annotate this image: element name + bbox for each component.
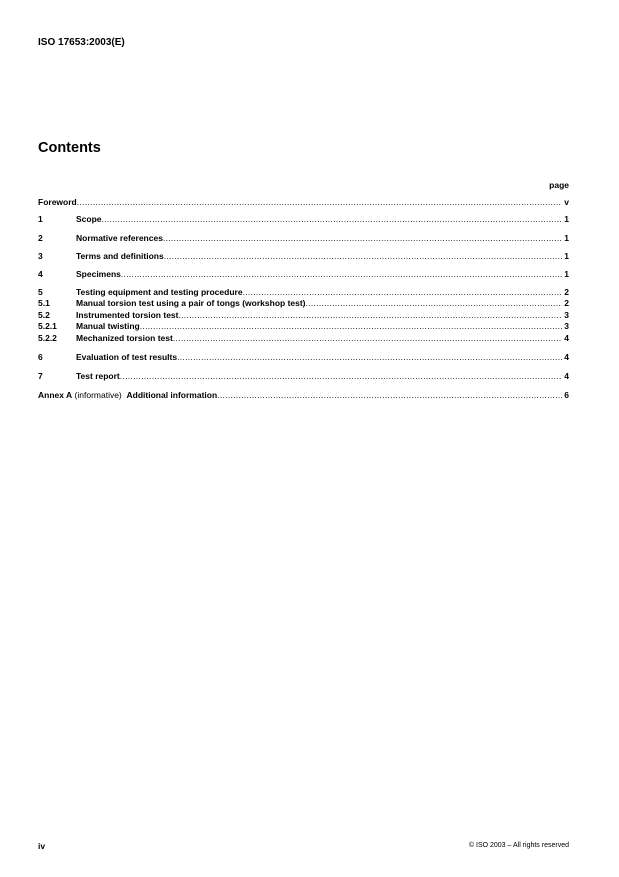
- toc-entry-number: 5: [38, 287, 43, 297]
- dot-leader: [217, 390, 562, 401]
- toc-entry-number: 7: [38, 371, 43, 381]
- toc-entry-label: Terms and definitions: [76, 251, 164, 261]
- page-title: Contents: [38, 140, 101, 156]
- toc-entry-5-2-1[interactable]: [38, 321, 569, 332]
- toc-entry-page: 1: [564, 269, 569, 279]
- toc-entry-page: 2: [564, 287, 569, 297]
- toc-entry-page: 4: [564, 333, 569, 343]
- dot-leader: [164, 251, 563, 262]
- toc-entry-number: 4: [38, 269, 43, 279]
- toc-entry-label: Mechanized torsion test: [76, 333, 173, 343]
- toc-entry-5-2[interactable]: [38, 310, 569, 321]
- dot-leader: [173, 333, 562, 344]
- toc-entry-label: Manual torsion test using a pair of tongs (workshop test): [76, 298, 306, 308]
- toc-entry-5-2-2[interactable]: [38, 333, 569, 344]
- toc-entry-foreword[interactable]: [38, 197, 569, 208]
- toc-entry-label: Foreword: [38, 197, 77, 207]
- toc-entry-number: 5.2.1: [38, 321, 57, 331]
- dot-leader: [102, 214, 563, 225]
- toc-entry-label: [38, 390, 217, 401]
- toc-entry-number: 5.2.2: [38, 333, 57, 343]
- toc-entry-2[interactable]: [38, 233, 569, 244]
- toc-entry-page: v: [564, 197, 569, 207]
- toc-entry-page: 4: [564, 371, 569, 381]
- document-id: ISO 17653:2003(E): [38, 37, 125, 48]
- toc-entry-3[interactable]: [38, 251, 569, 262]
- toc-entry-page: 6: [564, 390, 569, 400]
- dot-leader: [178, 310, 562, 321]
- toc-entry-number: 6: [38, 352, 43, 362]
- toc-entry-5[interactable]: [38, 287, 569, 298]
- page-number: iv: [38, 841, 46, 851]
- toc-entry-label: Testing equipment and testing procedure: [76, 287, 243, 297]
- toc-entry-page: 3: [564, 321, 569, 331]
- page-column-label: page: [549, 180, 569, 190]
- dot-leader: [120, 371, 562, 382]
- toc-entry-label: Evaluation of test results: [76, 352, 178, 362]
- toc-entry-label: Specimens: [76, 269, 121, 279]
- toc-entry-label: Test report: [76, 371, 120, 381]
- toc-entry-page: 2: [564, 298, 569, 308]
- toc-entry-annex-a[interactable]: [38, 390, 569, 401]
- toc-entry-1[interactable]: [38, 214, 569, 225]
- toc-entry-page: 3: [564, 310, 569, 320]
- toc-entry-5-1[interactable]: [38, 298, 569, 309]
- dot-leader: [163, 233, 562, 244]
- dot-leader: [121, 269, 562, 280]
- annex-prefix: Annex A: [38, 390, 73, 400]
- annex-title: Additional information: [126, 390, 218, 400]
- toc-entry-7[interactable]: [38, 371, 569, 382]
- toc-entry-number: 5.1: [38, 298, 50, 308]
- toc-entry-label: Manual twisting: [76, 321, 140, 331]
- toc-entry-page: 1: [564, 251, 569, 261]
- dot-leader: [177, 352, 562, 363]
- toc-entry-page: 1: [564, 214, 569, 224]
- dot-leader: [243, 287, 563, 298]
- copyright-notice: © ISO 2003 – All rights reserved: [468, 842, 569, 849]
- toc-entry-6[interactable]: [38, 352, 569, 363]
- dot-leader: [140, 321, 563, 332]
- toc-entry-page: 4: [564, 352, 569, 362]
- toc-entry-label: Scope: [76, 214, 102, 224]
- dot-leader: [306, 298, 563, 309]
- toc-entry-4[interactable]: [38, 269, 569, 280]
- toc-entry-number: 3: [38, 251, 43, 261]
- toc-entry-number: 2: [38, 233, 43, 243]
- dot-leader: [77, 197, 563, 208]
- annex-note: (informative): [72, 390, 127, 400]
- toc-entry-number: 1: [38, 214, 43, 224]
- toc-entry-label: Normative references: [76, 233, 163, 243]
- toc-entry-number: 5.2: [38, 310, 50, 320]
- toc-entry-label: Instrumented torsion test: [76, 310, 179, 320]
- toc-entry-page: 1: [564, 233, 569, 243]
